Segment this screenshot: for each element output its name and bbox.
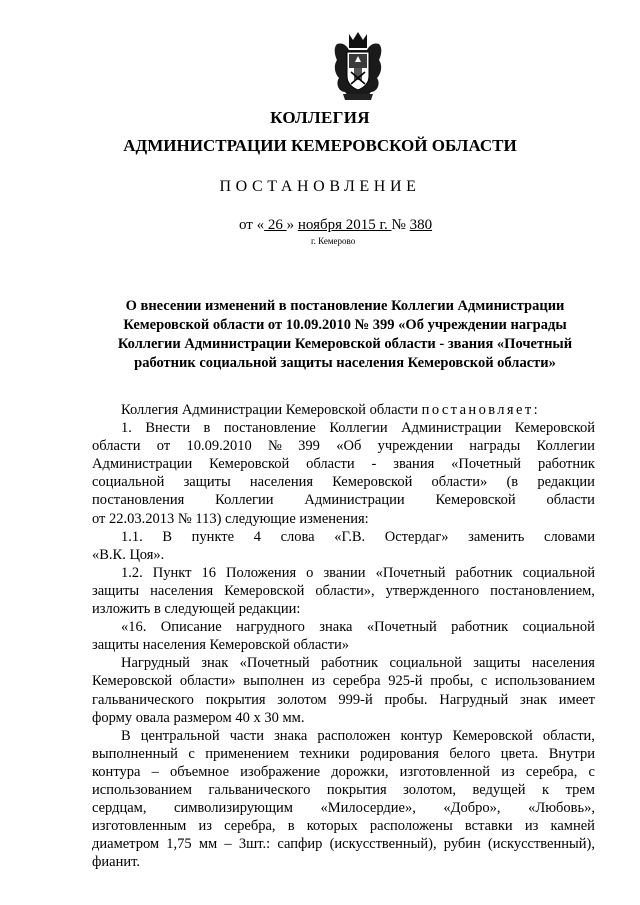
organization-name-line2: АДМИНИСТРАЦИИ КЕМЕРОВСКОЙ ОБЛАСТИ bbox=[123, 136, 517, 155]
word: «Милосердие», bbox=[320, 800, 416, 817]
organization-name-line1: КОЛЛЕГИЯ bbox=[270, 108, 370, 127]
word: Администрации bbox=[304, 492, 405, 509]
word: 999-й bbox=[338, 691, 373, 708]
date-mid: » bbox=[286, 217, 298, 233]
title-line: О внесении изменений в постановление Коллегии Администрации bbox=[125, 298, 565, 314]
justified-line bbox=[92, 781, 595, 799]
word: – bbox=[151, 763, 159, 780]
word: «Почетный bbox=[451, 456, 522, 473]
justified-line bbox=[92, 455, 595, 473]
word: знак bbox=[201, 655, 229, 672]
word: части bbox=[229, 727, 264, 744]
word: слова bbox=[280, 528, 315, 545]
word: знака bbox=[274, 727, 308, 744]
justified-line bbox=[92, 491, 595, 509]
word: которых bbox=[306, 818, 358, 835]
word: белого bbox=[449, 745, 491, 762]
word: серебра, bbox=[224, 818, 276, 835]
justified-line bbox=[92, 691, 595, 709]
word: «Об bbox=[336, 438, 362, 455]
word: в bbox=[203, 420, 211, 437]
word: постановлением, bbox=[490, 582, 595, 599]
word: 1,75 bbox=[166, 836, 192, 853]
word: «Г.В. bbox=[334, 528, 366, 545]
word: серебра, bbox=[525, 763, 578, 780]
word: выполненный bbox=[92, 745, 178, 762]
word: мм bbox=[198, 836, 218, 853]
word: Нагрудный bbox=[121, 655, 190, 672]
word: Коллегии bbox=[215, 492, 274, 509]
word: сапфир bbox=[277, 836, 323, 853]
word: трем bbox=[565, 781, 595, 798]
justified-line bbox=[92, 419, 595, 437]
coat-of-arms-emblem bbox=[329, 28, 387, 102]
word: изготовленным bbox=[92, 818, 187, 835]
word: от bbox=[156, 438, 171, 455]
title-line: Коллегии Администрации Кемеровской области - звания «Почетный bbox=[117, 336, 573, 352]
word: социальной bbox=[522, 564, 595, 581]
word: расположены bbox=[369, 818, 453, 835]
word: использованием bbox=[495, 673, 595, 690]
word: Кемеровской bbox=[332, 474, 413, 491]
word: учреждении bbox=[377, 438, 453, 455]
intro-verb: постановляет: bbox=[421, 402, 540, 418]
word: гальванического bbox=[92, 691, 194, 708]
word: словами bbox=[544, 528, 595, 545]
word: сердцам, bbox=[92, 800, 147, 817]
word: области, bbox=[542, 727, 595, 744]
justified-line bbox=[92, 473, 595, 491]
word: области bbox=[92, 438, 141, 455]
body-line: фианит. bbox=[92, 854, 140, 871]
document-date-number bbox=[239, 217, 432, 234]
word: звании bbox=[323, 564, 366, 581]
word: области» bbox=[431, 474, 488, 491]
word: к bbox=[542, 781, 550, 798]
word: Остердаг» bbox=[384, 528, 449, 545]
word: Кемеровской bbox=[514, 420, 595, 437]
word: камней bbox=[550, 818, 595, 835]
word: населения bbox=[249, 474, 314, 491]
word: 16 bbox=[201, 564, 216, 581]
word: гальванического bbox=[208, 781, 311, 798]
justified-line bbox=[92, 528, 595, 546]
date-day: 26 bbox=[264, 217, 287, 233]
word: в bbox=[287, 818, 295, 835]
word: – bbox=[224, 836, 232, 853]
word: покрытия bbox=[326, 781, 387, 798]
word: цвета. bbox=[500, 745, 539, 762]
word: символизирующим bbox=[174, 800, 293, 817]
justified-line bbox=[92, 618, 595, 636]
word: 1.2. bbox=[121, 564, 143, 581]
word: области bbox=[546, 492, 595, 509]
word: диаметром bbox=[92, 836, 160, 853]
body-line: от 22.03.2013 № 113) следующие изменения: bbox=[92, 510, 369, 527]
word: расположен bbox=[317, 727, 391, 744]
word: работник bbox=[455, 564, 513, 581]
word: контур bbox=[400, 727, 443, 744]
word: золотом, bbox=[403, 781, 457, 798]
word: серебра bbox=[332, 673, 381, 690]
title-line: работник социальной защиты населения Кемеровской области» bbox=[134, 355, 556, 371]
justified-line bbox=[92, 763, 595, 781]
word: (искусственный), bbox=[329, 836, 437, 853]
word: В bbox=[121, 727, 131, 744]
word: Пункт bbox=[152, 564, 192, 581]
document-body bbox=[92, 401, 595, 871]
word: о bbox=[306, 564, 314, 581]
word: населения bbox=[150, 582, 214, 599]
document-title bbox=[95, 297, 595, 373]
word: населения bbox=[531, 655, 595, 672]
word: «16. bbox=[121, 619, 147, 636]
date-month-year: ноября 2015 г. bbox=[297, 217, 392, 233]
word: области bbox=[306, 456, 355, 473]
justified-line bbox=[92, 564, 595, 582]
word: Нагрудный bbox=[439, 691, 509, 708]
word: «Почетный bbox=[366, 619, 437, 636]
word: социальной bbox=[522, 619, 595, 636]
word: применением bbox=[205, 745, 289, 762]
word: «Добро», bbox=[443, 800, 501, 817]
justified-line bbox=[92, 745, 595, 763]
word: защиты bbox=[92, 582, 140, 599]
word: социальной bbox=[389, 655, 462, 672]
word: вставки bbox=[464, 818, 513, 835]
word: имеет bbox=[558, 691, 595, 708]
justified-line bbox=[92, 582, 595, 600]
body-line: защиты населения Кемеровской области» bbox=[92, 637, 350, 654]
justified-line bbox=[92, 835, 595, 853]
word: Администрации bbox=[92, 456, 193, 473]
word: дорожки, bbox=[331, 763, 389, 780]
word: Кемеровской bbox=[452, 727, 533, 744]
word: Коллегии bbox=[329, 420, 388, 437]
word: с bbox=[480, 673, 488, 690]
intro-line: Коллегия Администрации Кемеровской области постановляет: bbox=[121, 402, 540, 418]
word: из bbox=[501, 763, 515, 780]
date-prefix: от « bbox=[239, 217, 265, 233]
document-number: 380 bbox=[409, 217, 433, 233]
justified-line bbox=[92, 817, 595, 835]
justified-line bbox=[92, 799, 595, 817]
word: звания bbox=[393, 456, 435, 473]
word: редакции bbox=[537, 474, 595, 491]
justified-line bbox=[92, 672, 595, 690]
word: из bbox=[198, 818, 212, 835]
word: пробы. bbox=[384, 691, 428, 708]
word: из bbox=[311, 673, 326, 690]
word: работник bbox=[537, 456, 595, 473]
word: изображение bbox=[240, 763, 321, 780]
word: центральной bbox=[140, 727, 220, 744]
word: «Почетный bbox=[375, 564, 446, 581]
word: контура bbox=[92, 763, 141, 780]
justified-line bbox=[92, 727, 595, 745]
word: родирования bbox=[359, 745, 439, 762]
word: знака bbox=[319, 619, 353, 636]
word: защиты bbox=[473, 655, 521, 672]
word: 399 bbox=[298, 438, 320, 455]
word: изготовленной bbox=[399, 763, 491, 780]
word: ведущей bbox=[472, 781, 526, 798]
word: с bbox=[588, 763, 595, 780]
word: 925-й bbox=[388, 673, 423, 690]
word: социальной bbox=[92, 474, 165, 491]
word: постановления bbox=[92, 492, 185, 509]
word: Администрации bbox=[401, 420, 502, 437]
word: награды bbox=[469, 438, 521, 455]
word: Кемеровской bbox=[435, 492, 516, 509]
word: пробы, bbox=[430, 673, 474, 690]
word: № bbox=[268, 438, 282, 455]
word: знак bbox=[520, 691, 547, 708]
word: техники bbox=[299, 745, 350, 762]
document-type: ПОСТАНОВЛЕНИЕ bbox=[219, 178, 421, 195]
word: области» bbox=[179, 673, 236, 690]
word: покрытия bbox=[205, 691, 266, 708]
word: нагрудного bbox=[236, 619, 305, 636]
word: 10.09.2010 bbox=[186, 438, 252, 455]
body-line: «В.К. Цоя». bbox=[92, 546, 165, 563]
word: Кемеровской bbox=[209, 456, 290, 473]
title-line: Кемеровской области от 10.09.2010 № 399 «Об учреждении награды bbox=[123, 317, 567, 333]
word: защиты bbox=[183, 474, 231, 491]
word: 1.1. bbox=[121, 528, 143, 545]
word: Коллегии bbox=[536, 438, 595, 455]
city: г. Кемерово bbox=[311, 236, 356, 246]
word: Кемеровской bbox=[92, 673, 173, 690]
word: работник bbox=[451, 619, 509, 636]
word: В bbox=[162, 528, 173, 545]
word: Положения bbox=[226, 564, 297, 581]
word: постановление bbox=[223, 420, 316, 437]
word: области», bbox=[315, 582, 375, 599]
word: работник bbox=[321, 655, 379, 672]
body-line: форму овала размером 40 х 30 мм. bbox=[92, 709, 305, 726]
word: «Почетный bbox=[239, 655, 310, 672]
word: - bbox=[371, 456, 377, 473]
justified-line bbox=[92, 654, 595, 672]
body-line: изложить в следующей редакции: bbox=[92, 601, 301, 618]
word: утвержденного bbox=[385, 582, 480, 599]
word: (искусственный), bbox=[487, 836, 595, 853]
number-label: № bbox=[391, 217, 410, 233]
word: 1. bbox=[121, 420, 132, 437]
word: Описание bbox=[160, 619, 222, 636]
justified-line bbox=[92, 437, 595, 455]
word: с bbox=[188, 745, 195, 762]
word: рубин bbox=[443, 836, 481, 853]
word: выполнен bbox=[243, 673, 304, 690]
word: золотом bbox=[277, 691, 327, 708]
word: 4 bbox=[253, 528, 261, 545]
word: Кемеровской bbox=[224, 582, 305, 599]
word: «Любовь», bbox=[528, 800, 595, 817]
word: Внести bbox=[145, 420, 191, 437]
word: объемное bbox=[170, 763, 229, 780]
word: использованием bbox=[92, 781, 192, 798]
word: пункте bbox=[191, 528, 235, 545]
word: 3шт.: bbox=[238, 836, 271, 853]
word: из bbox=[524, 818, 539, 835]
word: заменить bbox=[468, 528, 525, 545]
word: Внутри bbox=[548, 745, 595, 762]
word: (в bbox=[506, 474, 519, 491]
